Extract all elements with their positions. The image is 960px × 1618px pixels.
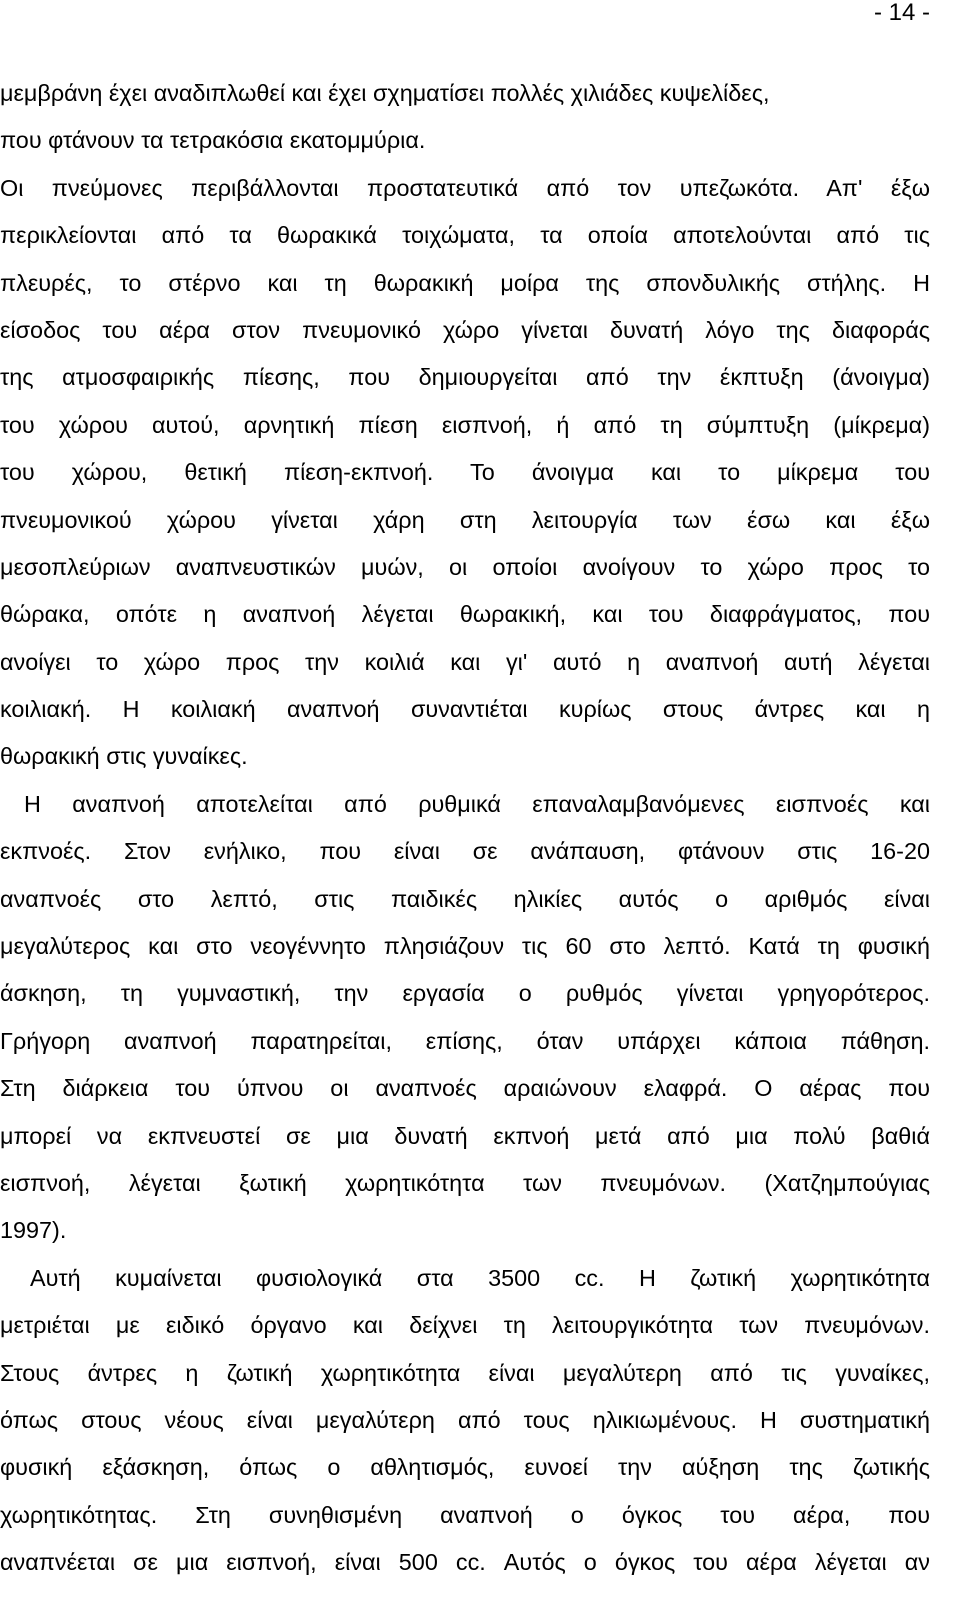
text-line: μεμβράνη έχει αναδιπλωθεί και έχει σχηματίσει πολλές χιλιάδες κυψελίδες, [0,80,770,106]
text-line: Στη διάρκεια του ύπνου οι αναπνοές αραιώνουν ελαφρά. Ο αέρας που [0,1075,930,1102]
text-line: άσκηση, τη γυμναστική, την εργασία ο ρυθμός γίνεται γρηγορότερος. [0,980,930,1007]
text-line: περικλείονται από τα θωρακικά τοιχώματα, τα οποία αποτελούνται από τις [0,222,930,249]
document-body [0,70,930,1587]
text-line: κοιλιακή. Η κοιλιακή αναπνοή συναντιέται κυρίως στους άντρες και η [0,696,930,723]
text-line: Οι πνεύμονες περιβάλλονται προστατευτικά από τον υπεζωκότα. Απ' έξω [0,174,930,201]
text-line: Η αναπνοή αποτελείται από ρυθμικά επαναλαμβανόμενες εισπνοές και [24,790,930,817]
text-line: που φτάνουν τα τετρακόσια εκατομμύρια. [0,127,426,154]
text-line: εκπνοές. Στον ενήλικο, που είναι σε ανάπαυση, φτάνουν στις 16-20 [0,838,930,865]
text-line: μπορεί να εκπνευστεί σε μια δυνατή εκπνοή μετά από μια πολύ βαθιά [0,1122,930,1149]
text-line: μετριέται με ειδικό όργανο και δείχνει τη λειτουργικότητα των πνευμόνων. [0,1312,930,1339]
text-line: πνευμονικού χώρου γίνεται χάρη στη λειτουργία των έσω και έξω [0,506,930,533]
text-line: χωρητικότητας. Στη συνηθισμένη αναπνοή ο όγκος του αέρα, που [0,1501,930,1528]
text-line: θώρακα, οπότε η αναπνοή λέγεται θωρακική, και του διαφράγματος, που [0,601,930,628]
text-line: Γρήγορη αναπνοή παρατηρείται, επίσης, όταν υπάρχει κάποια πάθηση. [0,1027,930,1054]
text-line: μεσοπλεύριων αναπνευστικών μυών, οι οποίοι ανοίγουν το χώρο προς το [0,553,930,580]
text-line: 1997). [0,1217,67,1244]
text-line: του χώρου, θετική πίεση-εκπνοή. Το άνοιγμα και το μίκρεμα του [0,459,930,486]
text-line: Αυτή κυμαίνεται φυσιολογικά στα 3500 cc. Η ζωτική χωρητικότητα [30,1264,930,1291]
text-line: ανοίγει το χώρο προς την κοιλιά και γι' αυτό η αναπνοή αυτή λέγεται [0,648,930,675]
text-line: εισπνοή, λέγεται ξωτική χωρητικότητα των πνευμόνων. (Χατζημπούγιας [0,1169,930,1196]
text-line: της ατμοσφαιρικής πίεσης, που δημιουργείται από την έκπτυξη (άνοιγμα) [0,364,930,391]
text-line: πλευρές, το στέρνο και τη θωρακική μοίρα της σπονδυλικής στήλης. Η [0,269,930,296]
page-number: - 14 - [873,0,930,26]
text-line: όπως στους νέους είναι μεγαλύτερη από τους ηλικιωμένους. Η συστηματική [0,1406,930,1433]
text-line: αναπνοές στο λεπτό, στις παιδικές ηλικίες αυτός ο αριθμός είναι [0,885,930,912]
text-line: θωρακική στις γυναίκες. [0,743,248,770]
text-line: Στους άντρες η ζωτική χωρητικότητα είναι μεγαλύτερη από τις γυναίκες, [0,1359,930,1386]
text-line: αναπνέεται σε μια εισπνοή, είναι 500 cc. Αυτός ο όγκος του αέρα λέγεται αν [0,1549,930,1576]
text-line: φυσική εξάσκηση, όπως ο αθλητισμός, ευνοεί την αύξηση της ζωτικής [0,1454,930,1481]
text-line: του χώρου αυτού, αρνητική πίεση εισπνοή, ή από τη σύμπτυξη (μίκρεμα) [0,411,930,438]
text-line: είσοδος του αέρα στον πνευμονικό χώρο γίνεται δυνατή λόγο της διαφοράς [0,316,930,343]
text-line: μεγαλύτερος και στο νεογέννητο πλησιάζουν τις 60 στο λεπτό. Κατά τη φυσική [0,933,930,960]
